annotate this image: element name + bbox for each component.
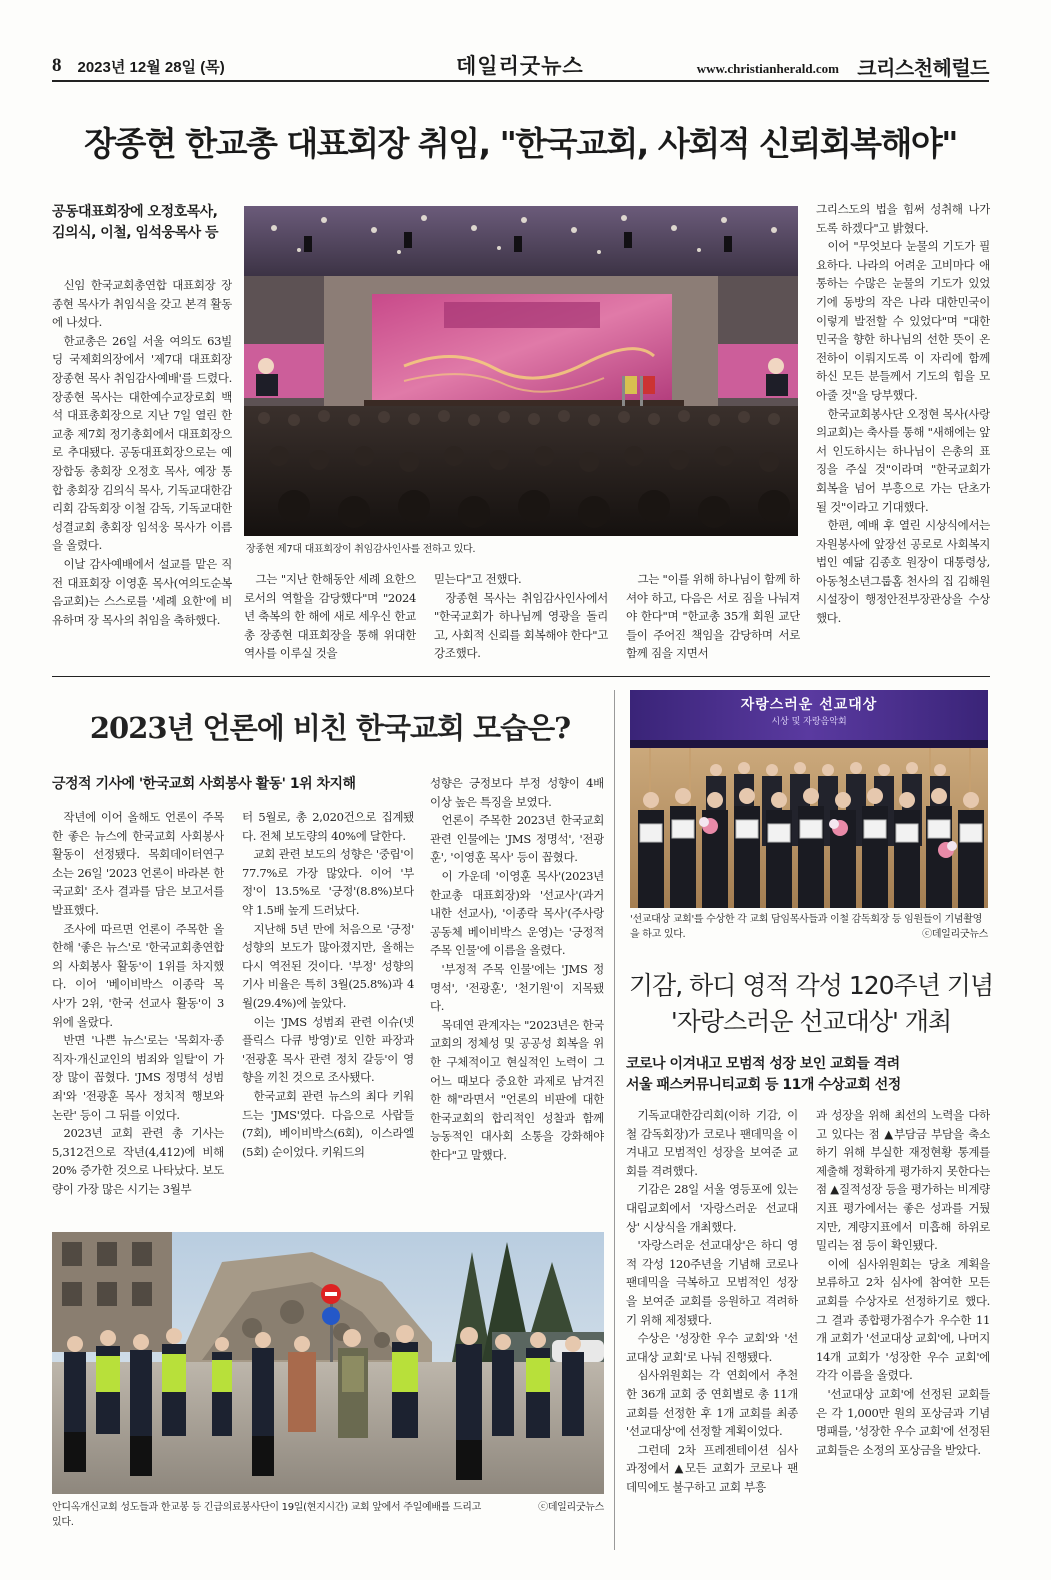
paragraph: 한국교회봉사단 오정현 목사(사랑의교회)는 축사를 통해 "새해에는 앞서 인도하시는 하나님이 은총의 표징을 주실 것"이라며 "한국교회가 회복을 넘어 부흥으로 가는 단초가 될 것"이라고 기대했다. — [816, 406, 990, 514]
article2-photo — [52, 1232, 604, 1494]
paragraph: 교회 관련 보도의 성향은 '중립'이 77.7%로 가장 많았다. 이어 '부정'이 13.5%로 '긍정'(8.8%)보다 약 1.5배 높게 드러났다. — [242, 847, 414, 917]
paragraph: 믿는다"고 전했다. — [434, 572, 522, 586]
article3-col1 — [626, 1106, 798, 1516]
paragraph: 장종현 목사는 취임감사인사에서 "한국교회가 하나님께 영광을 돌리고, 사회적 신뢰를 회복해야 한다"고 강조했다. — [434, 590, 608, 661]
paragraph: 과 성장을 위해 최선의 노력을 다하고 있다는 점 ▲부담금 부담을 축소하기 위해 부실한 재정현황 통계를 제출해 정확하게 평가하지 못한다는 점 ▲질적성장 등을 평가하는 비계량지표 평가에서는 좋은 성과를 거뒀지만, 계량지표에서 미흡해 하위로 밀리는 점 등이 확인됐다. — [816, 1108, 990, 1253]
paragraph: 성향은 긍정보다 부정 성향이 4배 이상 높은 특징을 보였다. — [430, 776, 604, 809]
paragraph: 기독교대한감리회(이하 기감, 이철 감독회장)가 코로나 팬데믹을 이겨내고 모범적인 성장을 보여준 교회를 격려했다. — [626, 1108, 798, 1178]
article1-col3 — [434, 570, 608, 666]
paragraph: 심사위원회는 각 연회에서 추천한 36개 교회 중 연회별로 총 11개 교회를 선정한 후 1개 교회를 최종 '선교대상'에 선정할 계획이었다. — [626, 1368, 798, 1439]
article3-photo-caption: '선교대상 교회'를 수상한 각 교회 담임목사들과 이철 감독회장 등 임원들이 기념촬영을 하고 있다. — [630, 914, 982, 940]
article1-col5 — [816, 200, 990, 666]
paragraph: 이는 'JMS 성범죄 관련 이슈(넷플릭스 다큐 방영)'로 인한 파장과 '전광훈 목사 관련 정치 갈등'이 영향을 끼친 것으로 조사됐다. — [242, 1014, 414, 1085]
brand-christian-herald: 크리스천헤럴드 — [857, 56, 989, 80]
article1-photo-caption: 장종현 제7대 대표회장이 취임감사인사를 전하고 있다. — [246, 544, 476, 555]
paragraph: 작년에 이어 올해도 언론이 주목한 좋은 뉴스에 한국교회 사회봉사 활동이 선정됐다. 목회데이터연구소는 26일 '2023 언론이 바라본 한국교회' 조사 결과를 담은 보고서를 발표했다. — [52, 810, 224, 917]
paragraph: 한교총은 26일 서울 여의도 63빌딩 국제회의장에서 '제7대 대표회장 장종현 목사 취임감사예배'를 드렸다. 장종현 목사는 대한예수교장로회 백석 대표총회장으로 지난 7일 열린 한교총 제7회 정기총회에서 대표회장으로 추대됐다. 공동대표회장으로는 예장합동 총회장 오정호 목사, 예장 통합 총회장 김의식 목사, 기독교대한감리회 감독회장 이철 감독, 기독교대한성결교회 총회장 임석웅 목사가 이름을 올렸다. — [52, 333, 232, 553]
paragraph: 반면 '나쁜 뉴스'로는 '목회자·종직자·개신교인의 범죄와 일탈'이 가장 많이 꼽혔다. 'JMS 정명석 성범죄'와 '전광훈 목사 정치적 행보와 논란' 등이 그 뒤를 이었다. — [52, 1033, 224, 1122]
paragraph: 목데연 관계자는 "2023년은 한국교회의 정체성 및 공공성 회복을 위한 구체적이고 현실적인 노력이 그 어느 때보다 중요한 과제로 남겨진 한 해"라면서 "언론의 비판에 대한 한국교회의 합리적인 성찰과 함께 능동적인 대사회 소통을 강화해야 한다"고 말했다. — [430, 1017, 604, 1162]
paragraph: 그는 "이를 위해 하나님이 함께 하셔야 하고, 다음은 서로 짐을 나눠져야 한다"며 "한교총 35개 회원 교단들이 주어진 책임을 감당하며 서로 함께 짐을 지면서 — [626, 572, 800, 661]
paragraph: 한편, 예배 후 열린 시상식에서는 자원봉사에 앞장선 공로로 사회복지법인 예닮 김종호 원장이 대통령상, 아동청소년그룹홈 천사의 집 김해원 시설장이 행정안전부장관상을 수상했다. — [816, 518, 990, 626]
page-number: 8 — [52, 55, 62, 76]
article1-subhead — [52, 202, 232, 244]
paragraph: 2023년 교회 관련 총 기사는 5,312건으로 작년(4,412)에 비해 20% 증가한 것으로 나타났다. 보도량이 가장 많은 시기는 3월부 — [52, 1126, 224, 1196]
paragraph: 그는 "지난 한해동안 세례 요한으로서의 역할을 감당했다"며 "2024년 축복의 한 해에 새로 세우신 한교총 장종현 대표회장을 통해 위대한 역사를 이루실 것을 — [244, 572, 416, 661]
award-banner-text: 자랑스러운 선교대상 — [740, 697, 878, 713]
paragraph: 한국교회 관련 뉴스의 최다 키워드는 'JMS'였다. 다음으로 사랍들(7회), 베이비박스(6회), 이스라엘(5회) 순이었다. 키워드의 — [242, 1088, 414, 1159]
article3-subhead-line: 서울 패스커뮤니티교회 등 11개 수상교회 선정 — [626, 1077, 901, 1093]
paragraph: 터 5월로, 총 2,020건으로 집계됐다. 전체 보도량의 40%에 달한다. — [242, 810, 414, 843]
article3-col2 — [816, 1106, 990, 1516]
article2-title: 2023년 언론에 비친 한국교회 모습은? — [89, 711, 571, 745]
outdoor-worship-image — [52, 1232, 604, 1494]
paragraph: '선교대상 교회'에 선정된 교회들은 각 1,000만 원의 포상금과 기념 명패를, '성장한 우수 교회'에 선정된 교회들은 소정의 포상금을 받았다. — [816, 1386, 990, 1457]
article3-subhead — [626, 1054, 990, 1096]
paragraph: 언론이 주목한 2023년 한국교회 관련 인물에는 'JMS 정명석', '전광훈', '이영훈 목사' 등이 꼽혔다. — [430, 813, 604, 865]
award-banner-subtext: 시상 및 자랑음악회 — [771, 717, 847, 727]
paragraph: 이 가운데 '이영훈 목사'(2023년 한교총 대표회장)와 '선교사'(과거 내한 선교사), '이종락 목사'(주사랑공동체 베이비박스 운영)는 '긍정적 주목 인물'에 이름을 올렸다. — [430, 868, 604, 958]
issue-date: 2023년 12월 28일 (목) — [77, 58, 225, 76]
article1-col4 — [626, 570, 800, 666]
article2-photo-credit: ⓒ데일리굿뉴스 — [538, 1502, 604, 1513]
article3-subhead-line: 코로나 이겨내고 모범적 성장 보인 교회들 격려 — [626, 1056, 900, 1072]
paragraph: '자랑스러운 선교대상'은 하디 영적 각성 120주년을 기념해 코로나 팬데믹을 극복하고 모범적인 성장을 보여준 교회를 응원하고 격려하기 위해 제정됐다. — [626, 1238, 798, 1327]
brand-dailygoodnews: 데일리굿뉴스 — [456, 54, 584, 78]
article1-col1 — [52, 276, 232, 666]
paragraph: 이날 감사예배에서 설교를 맡은 직전 대표회장 이영훈 목사(여의도순복음교회)는 스스로를 '세례 요한'에 비유하며 장 목사의 취임을 축하했다. — [52, 556, 232, 627]
article1-headline: 장종현 한교총 대표회장 취임, "한국교회, 사회적 신뢰회복해야" — [84, 124, 957, 163]
article1-photo — [244, 206, 798, 536]
masthead — [52, 52, 989, 82]
paragraph: 지난해 5년 만에 처음으로 '긍정' 성향의 보도가 많아졌지만, 올해는 다시 역전된 것이다. '부정' 성향의 기사 비율은 특히 3월(25.8%)과 4월(29.4%)에 높았다. — [242, 921, 414, 1010]
article2-subhead: 긍정적 기사에 '한국교회 사회봉사 활동' 1위 차지해 — [52, 776, 356, 792]
paragraph: '부정적 주목 인물'에는 'JMS 정명석', '전광훈', '천기원'이 지목됐다. — [430, 961, 604, 1014]
article3-title-line2: '자랑스러운 선교대상' 개최 — [670, 1007, 952, 1036]
article3-title-line1: 기감, 하디 영적 각성 120주년 기념 — [628, 971, 994, 1000]
paragraph: 조사에 따르면 언론이 주목한 올 한해 '좋은 뉴스'로 '한국교회총연합의 사회봉사 활동'이 1위를 차지했다. 이어 '베이비박스 이종락 목사'가 2위, '한국 선교사 활동'이 3위에 올랐다. — [52, 921, 224, 1029]
column-divider — [614, 690, 615, 1550]
article1-subhead-line: 김의식, 이철, 임석웅목사 등 — [52, 225, 219, 241]
paragraph: 신임 한국교회총연합 대표회장 장종현 목사가 취임식을 갖고 본격 활동에 나섰다. — [52, 278, 232, 330]
paragraph: 수상은 '성장한 우수 교회'와 '선교대상 교회'로 나눠 진행됐다. — [626, 1331, 798, 1364]
article2-col1 — [52, 808, 224, 1220]
article3-photo-credit: ⓒ데일리굿뉴스 — [922, 929, 988, 940]
paragraph: 이에 심사위원회는 당초 계획을 보류하고 2차 심사에 참여한 모든 교회를 수상자로 선정하기로 했다. 그 결과 종합평가점수가 우수한 11개 교회가 '선교대상 교회'에, 나머지 14개 교회가 '성장한 우수 교회'에 각각 이름을 올렸다. — [816, 1256, 990, 1383]
article2-col3 — [430, 774, 604, 1220]
paragraph: 기감은 28일 서울 영등포에 있는 대림교회에서 '자랑스러운 선교대상' 시상식을 개최했다. — [626, 1182, 798, 1234]
article1-col2 — [244, 570, 416, 666]
article1-subhead-line: 공동대표회장에 오정호목사, — [52, 204, 218, 220]
article2-photo-caption: 안디옥개신교회 성도들과 한교봉 등 긴급의료봉사단이 19일(현지시간) 교회 앞에서 주일예배를 드리고 있다. — [52, 1502, 481, 1528]
section-divider — [52, 676, 990, 677]
paragraph: 그리스도의 법을 힘써 성취해 나가도록 하겠다"고 밝혔다. — [816, 202, 990, 235]
paragraph: 이어 "무엇보다 눈물의 기도가 필요하다. 나라의 어려운 고비마다 애통하는 수많은 눈물의 기도가 있었기에 동방의 작은 나라 대한민국이 이렇게 발전할 수 있었다"며 "대한민국을 향한 하나님의 선한 뜻이 온전하이 이뤄지도록 이 자리에 함께 하신 모든 분들께서 기도의 힘을 모아줄 것"을 당부했다. — [816, 239, 990, 402]
article3-photo — [630, 690, 988, 908]
article2-col2 — [242, 808, 414, 1220]
inauguration-hall-image — [244, 206, 798, 536]
paragraph: 그런데 2차 프레젠테이션 심사 과정에서 ▲모든 교회가 코로나 팬데믹에도 불구하고 교회 부흥 — [626, 1442, 798, 1494]
website-url[interactable]: www.christianherald.com — [696, 61, 839, 76]
